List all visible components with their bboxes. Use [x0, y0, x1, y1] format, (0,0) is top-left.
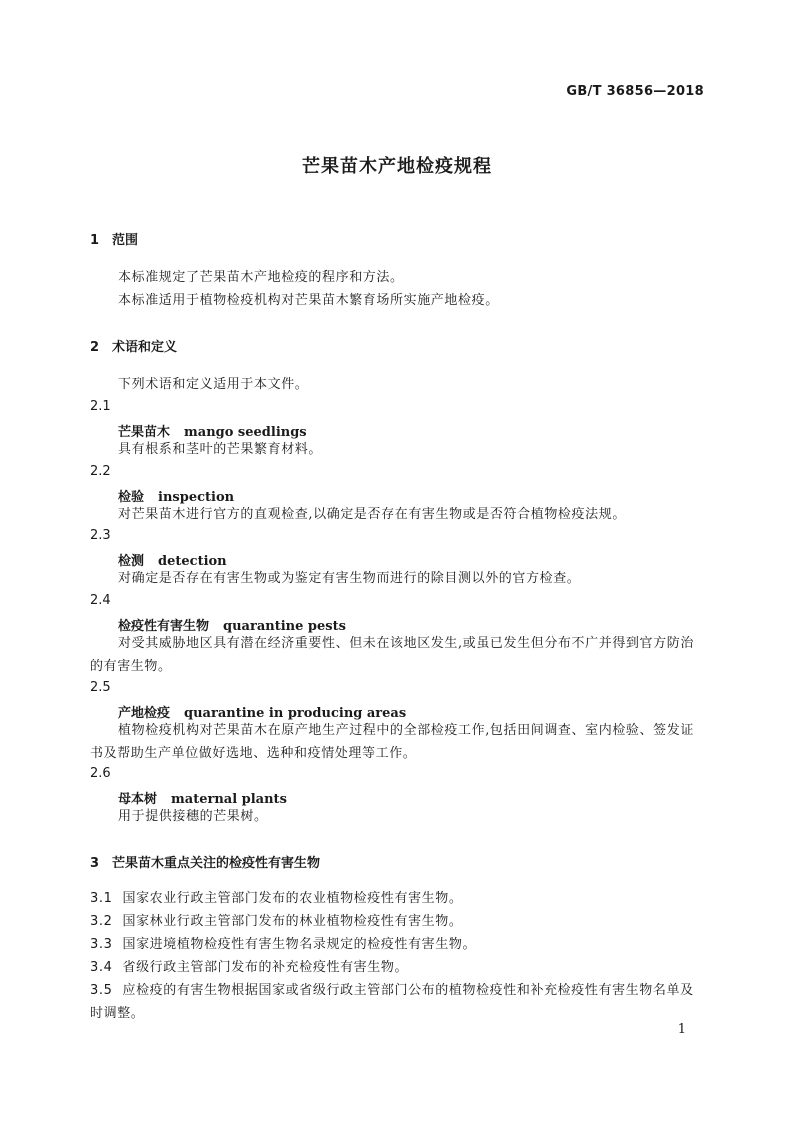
list-item — [90, 956, 706, 979]
item-number: 3.2 — [90, 914, 113, 929]
section-heading-2 — [90, 336, 177, 355]
item-text: 省级行政主管部门发布的补充检疫性有害生物。 — [122, 960, 409, 975]
term-en: mango seedlings — [184, 425, 307, 440]
term-en: detection — [158, 554, 227, 569]
clause-number: 2.3 — [90, 528, 111, 543]
item-number: 3.3 — [90, 937, 113, 952]
section-number: 2 — [90, 340, 100, 355]
item-text: 国家进境植物检疫性有害生物名录规定的检疫性有害生物。 — [122, 937, 477, 952]
item-number: 3.5 — [90, 983, 113, 998]
term-en: maternal plants — [171, 792, 287, 807]
term-zh: 检验 — [118, 490, 145, 505]
paragraph: 本标准规定了芒果苗木产地检疫的程序和方法。 — [118, 270, 404, 285]
term-zh: 检测 — [118, 554, 145, 569]
clause-number: 2.6 — [90, 766, 111, 781]
term-definition: 对芒果苗木进行官方的直观检查,以确定是否存在有害生物或是否符合植物检疫法规。 — [118, 507, 626, 522]
page-number: 1 — [677, 1022, 686, 1037]
term-zh: 检疫性有害生物 — [118, 619, 210, 634]
clause-number: 2.4 — [90, 593, 111, 608]
section-title: 范围 — [112, 233, 139, 248]
item-number: 3.1 — [90, 891, 113, 906]
section-heading-3 — [90, 852, 320, 871]
standard-number: GB/T 36856—2018 — [566, 84, 704, 99]
list-item — [90, 933, 706, 956]
list-item — [90, 979, 706, 1025]
term-en: inspection — [158, 490, 235, 505]
section-title: 术语和定义 — [112, 340, 178, 355]
document-title: 芒果苗木产地检疫规程 — [302, 156, 492, 177]
term-zh: 产地检疫 — [118, 706, 171, 721]
clause-number: 2.1 — [90, 399, 111, 414]
section-heading-1 — [90, 229, 138, 248]
list-item — [90, 910, 706, 933]
term-definition: 对确定是否存在有害生物或为鉴定有害生物而进行的除目测以外的官方检查。 — [118, 571, 581, 586]
section-title: 芒果苗木重点关注的检疫性有害生物 — [112, 856, 321, 871]
section-number: 3 — [90, 856, 100, 871]
term-en: quarantine in producing areas — [184, 706, 407, 721]
term-zh: 母本树 — [118, 792, 158, 807]
term-zh: 芒果苗木 — [118, 425, 171, 440]
term-definition: 植物检疫机构对芒果苗木在原产地生产过程中的全部检疫工作,包括田间调查、室内检验、签发证书及帮助生产单位做好选地、选种和疫情处理等工作。 — [90, 723, 694, 761]
list-item — [90, 887, 706, 910]
item-text: 国家农业行政主管部门发布的农业植物检疫性有害生物。 — [122, 891, 463, 906]
section-number: 1 — [90, 233, 100, 248]
clause-number: 2.5 — [90, 680, 111, 695]
term-definition: 对受其威胁地区具有潜在经济重要性、但未在该地区发生,或虽已发生但分布不广并得到官方防治的有害生物。 — [90, 636, 694, 674]
term-definition: 具有根系和茎叶的芒果繁育材料。 — [118, 442, 323, 457]
term-en: quarantine pests — [223, 619, 346, 634]
paragraph: 本标准适用于植物检疫机构对芒果苗木繁育场所实施产地检疫。 — [118, 293, 499, 308]
term-definition: 用于提供接穗的芒果树。 — [118, 809, 268, 824]
item-text: 国家林业行政主管部门发布的林业植物检疫性有害生物。 — [122, 914, 463, 929]
item-text: 应检疫的有害生物根据国家或省级行政主管部门公布的植物检疫性和补充检疫性有害生物名单及时调整。 — [90, 983, 694, 1021]
clause-number: 2.2 — [90, 464, 111, 479]
item-number: 3.4 — [90, 960, 113, 975]
paragraph: 下列术语和定义适用于本文件。 — [118, 377, 309, 392]
